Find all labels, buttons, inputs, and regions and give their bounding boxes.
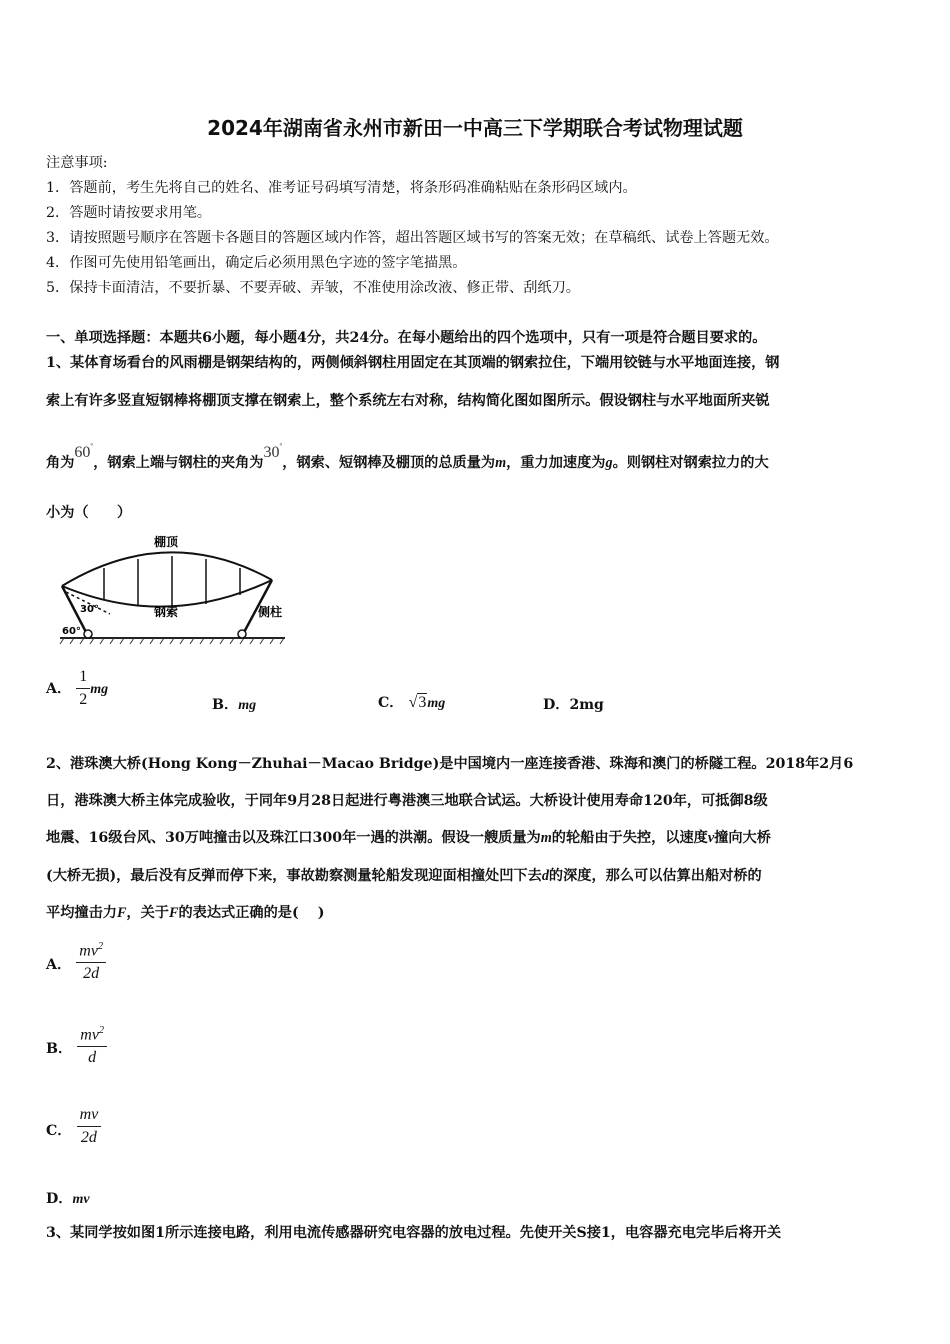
q1-text-e: 。则钢柱对钢索拉力的大 bbox=[612, 455, 769, 471]
q2-line-4: (大桥无损)，最后没有反弹而停下来，事故勘察测量轮船发现迎面相撞处凹下去d的深度，那么可以估算出船对桥的 bbox=[46, 868, 762, 884]
gravity-symbol: g bbox=[605, 455, 613, 471]
q2-option-b[interactable]: B． $\frac{mv^2}{d}$ bbox=[46, 1022, 107, 1067]
q1-line-4: 小为（ ） bbox=[46, 505, 132, 521]
left-hinge bbox=[84, 630, 92, 638]
q1-text-b: ，钢索上端与钢柱的夹角为 bbox=[93, 455, 264, 471]
force-symbol: F bbox=[116, 905, 127, 921]
q1-option-d[interactable]: D．2mg bbox=[543, 697, 604, 713]
notice-item-1: 1．答题前，考生先将自己的姓名、准考证号码填写清楚，将条形码准确粘贴在条形码区域内。 bbox=[46, 180, 637, 196]
degree-mark: ° bbox=[279, 442, 283, 450]
q2-line-2: 日，港珠澳大桥主体完成验收，于同年9月28日起进行粤港澳三地联合试运。大桥设计使用寿命120年，可抵御8级 bbox=[46, 793, 768, 809]
fraction-mv2-over-2d: $\frac{mv^2}{2d}$ bbox=[76, 938, 106, 983]
section-heading: 一、单项选择题：本题共6小题，每小题4分，共24分。在每小题给出的四个选项中，只有一项是符合题目要求的。 bbox=[46, 330, 767, 346]
velocity-symbol: v bbox=[707, 830, 715, 846]
label-column: 侧柱 bbox=[258, 605, 283, 619]
mass-symbol: m bbox=[495, 455, 507, 471]
notice-item-3: 3．请按照题号顺序在答题卡各题目的答题区域内作答，超出答题区域书写的答案无效；在草稿纸、试卷上答题无效。 bbox=[46, 230, 779, 246]
depth-symbol: d bbox=[541, 868, 549, 884]
right-hinge bbox=[238, 630, 246, 638]
notice-item-4: 4．作图可先使用铅笔画出，确定后必须用黑色字迹的签字笔描黑。 bbox=[46, 255, 467, 271]
notice-item-2: 2．答题时请按要求用笔。 bbox=[46, 205, 212, 221]
mass-symbol: m bbox=[540, 830, 552, 846]
label-angle-30: 30° bbox=[80, 604, 99, 615]
q1-option-b[interactable]: B．mg bbox=[212, 697, 257, 713]
q2-option-a[interactable]: A． $\frac{mv^2}{2d}$ bbox=[46, 938, 106, 983]
q2-option-c[interactable]: C． $\frac{mv}{2d}$ bbox=[46, 1106, 101, 1147]
q1-text-c: ，钢索、短钢棒及棚顶的总质量为 bbox=[282, 455, 496, 471]
q1-text-a: 角为 bbox=[46, 455, 75, 471]
label-roof: 棚顶 bbox=[154, 535, 179, 549]
label-cable: 钢索 bbox=[154, 605, 179, 619]
q1-text-d: ，重力加速度为 bbox=[506, 455, 606, 471]
q2-option-d[interactable]: D．mv bbox=[46, 1191, 90, 1207]
fraction-mv2-over-d: $\frac{mv^2}{d}$ bbox=[77, 1022, 107, 1067]
q2-line-1: 2、港珠澳大桥(Hong Kong－Zhuhai－Macao Bridge)是中国境内一座连接香港、珠海和澳门的桥隧工程。2018年2月6 bbox=[46, 756, 854, 772]
canopy-figure bbox=[50, 532, 300, 647]
label-angle-60: 60° bbox=[62, 626, 81, 637]
q1-option-a[interactable]: A． $\frac{1}{2}$ mg bbox=[46, 668, 109, 708]
q1-option-c[interactable]: C． √3mg bbox=[378, 694, 446, 711]
angle-30: 30° bbox=[263, 442, 283, 461]
angle-60: 60° bbox=[74, 442, 94, 461]
q1-line-1: 1、某体育场看台的风雨棚是钢架结构的，两侧倾斜钢柱用固定在其顶端的钢索拉住，下端用铰链与水平地面连接，钢 bbox=[46, 355, 780, 371]
force-symbol: F bbox=[169, 905, 179, 921]
degree-mark: ° bbox=[90, 442, 94, 450]
q1-line-3 bbox=[46, 442, 769, 472]
notice-heading: 注意事项: bbox=[46, 155, 108, 171]
page-title: 2024年湖南省永州市新田一中高三下学期联合考试物理试题 bbox=[207, 116, 743, 140]
notice-item-5: 5．保持卡面清洁，不要折暴、不要弄破、弄皱，不准使用涂改液、修正带、刮纸刀。 bbox=[46, 280, 580, 296]
sqrt-three: √3 bbox=[408, 694, 427, 711]
fraction-mv-over-2d: $\frac{mv}{2d}$ bbox=[77, 1106, 102, 1147]
fraction-one-half: $\frac{1}{2}$ bbox=[76, 668, 90, 709]
option-label: A． bbox=[46, 681, 72, 697]
q2-line-3: 地震、16级台风、30万吨撞击以及珠江口300年一遇的洪潮。假设一艘质量为m的轮船由于失控，以速度v撞向大桥 bbox=[46, 830, 771, 846]
q3-line-1: 3、某同学按如图1所示连接电路，利用电流传感器研究电容器的放电过程。先使开关S接1，电容器充电完毕后将开关 bbox=[46, 1225, 782, 1241]
q2-line-5: 平均撞击力F，关于F的表达式正确的是( ) bbox=[46, 905, 325, 921]
q1-line-2: 索上有许多竖直短钢棒将棚顶支撑在钢索上，整个系统左右对称，结构简化图如图所示。假设钢柱与水平地面所夹锐 bbox=[46, 393, 770, 409]
